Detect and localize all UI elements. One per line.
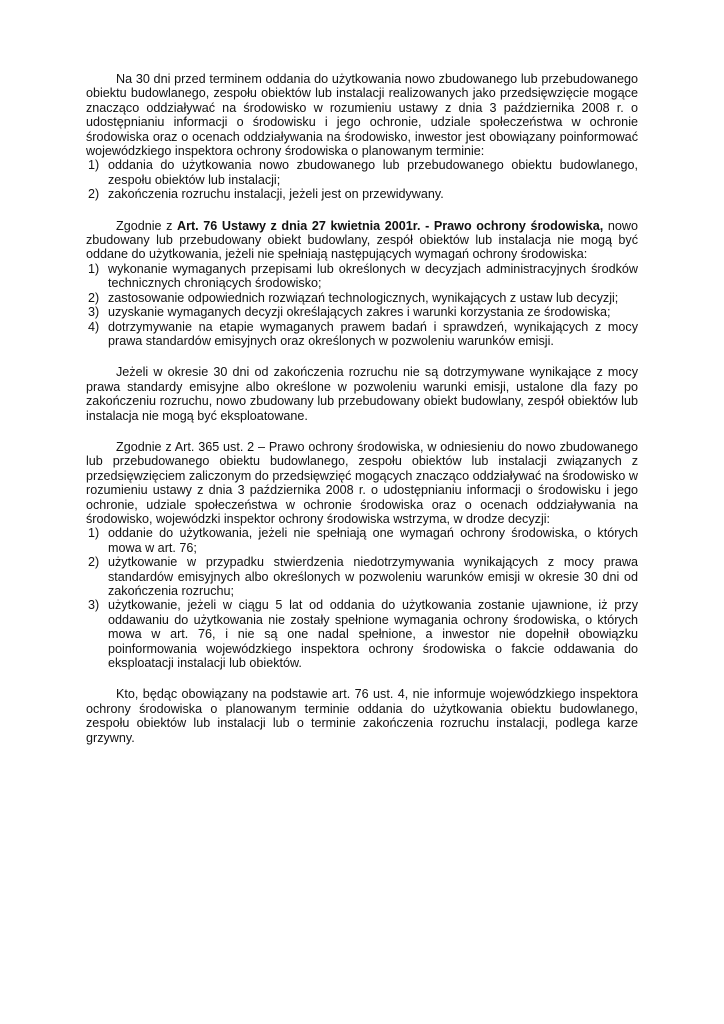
- art-76-reference: Art. 76 Ustawy z dnia 27 kwietnia 2001r. - Prawo ochrony środowiska,: [176, 218, 604, 233]
- list-number: 2): [88, 187, 100, 202]
- list-number: 3): [88, 305, 100, 320]
- paragraph-art-365: Zgodnie z Art. 365 ust. 2 – Prawo ochrony środowiska, w odniesieniu do nowo zbudowanego lub przebudowanego obiektu budowlanego, zespołu obiektów lub instalacji związanych z przedsięwzięciem zaliczonym do przedsięwzięć mogących znacząco oddziaływać na środowisko w rozumieniu ustawy z dnia 3 października 2008 r. o udostępnianiu informacji o środowisku i jego ochronie, udziale społeczeństwa w ochronie środowiska oraz o ocenach oddziaływania na środowisko, wojewódzki inspektor ochrony środowiska wstrzyma, w drodze decyzji:: [86, 439, 638, 526]
- list-number: 3): [88, 598, 100, 613]
- list-item: [86, 158, 638, 187]
- list-environmental-requirements: [86, 262, 638, 348]
- list-number: 4): [88, 319, 100, 334]
- art-76-text: nowo zbudowany lub przebudowany obiekt budowlany, zespół obiektów lub instalacja nie mogą być oddane do użytkowania, jeżeli nie spełniają następujących wymagań ochrony środowiska:: [86, 218, 638, 262]
- list-item: [86, 598, 638, 670]
- list-item-text: uzyskanie wymaganych decyzji określających zakres i warunki korzystania ze środowiska;: [108, 305, 611, 320]
- list-item-text: zakończenia rozruchu instalacji, jeżeli jest on przewidywany.: [108, 187, 444, 202]
- list-item-text: użytkowanie w przypadku stwierdzenia niedotrzymywania wynikających z mocy prawa standardów emisyjnych albo określonych w pozwoleniu warunków emisji w okresie 30 dni od zakończenia rozruchu;: [108, 555, 638, 598]
- list-number: 2): [88, 555, 100, 570]
- paragraph-emission-standards: Jeżeli w okresie 30 dni od zakończenia rozruchu nie są dotrzymywane wynikające z mocy prawa standardy emisyjne albo określone w pozwoleniu warunki emisji, ustalone dla fazy po zakończeniu rozruchu, nowo zbudowany lub przebudowany obiekt budowlany, zespół obiektów lub instalacja nie mogą być eksploatowane.: [86, 365, 638, 423]
- list-item-text: wykonanie wymaganych przepisami lub określonych w decyzjach administracyjnych środków technicznych chroniących środowisko;: [108, 261, 638, 291]
- list-item-text: oddania do użytkowania nowo zbudowanego lub przebudowanego obiektu budowlanego, zespołu obiektów lub instalacji;: [108, 158, 638, 187]
- list-item-text: oddanie do użytkowania, jeżeli nie spełniają one wymagań ochrony środowiska, o których mowa w art. 76;: [108, 526, 638, 555]
- list-item: [86, 187, 638, 201]
- list-number: 1): [88, 261, 100, 276]
- paragraph-penalty: Kto, będąc obowiązany na podstawie art. 76 ust. 4, nie informuje wojewódzkiego inspektora ochrony środowiska o planowanym terminie oddania do użytkowania obiektu budowlanego, zespołu obiektów lub instalacji lub o terminie zakończenia rozruchu instalacji, podlega karze grzywny.: [86, 687, 638, 745]
- list-item: [86, 320, 638, 349]
- list-item-text: dotrzymywanie na etapie wymaganych prawem badań i sprawdzeń, wynikających z mocy prawa standardów emisyjnych oraz określonych w pozwoleniu warunków emisji.: [108, 319, 638, 348]
- list-item: [86, 555, 638, 598]
- list-item: [86, 291, 638, 305]
- document-page: [86, 72, 638, 762]
- art-76-intro: Zgodnie z: [116, 218, 177, 233]
- list-number: 2): [88, 290, 100, 305]
- paragraph-art-76: [86, 219, 638, 262]
- list-item: [86, 305, 638, 319]
- list-item-text: użytkowanie, jeżeli w ciągu 5 lat od oddania do użytkowania zostanie ujawnione, iż przy oddawaniu do użytkowania nie zostały spełnione wymagania ochrony środowiska, o których mowa w art. 76, i nie są one nadal spełnione, a inwestor nie dopełnił obowiązku poinformowania wojewódzkiego inspektora ochrony środowiska o fakcie oddawania do eksploatacji instalacji lub obiektów.: [108, 598, 638, 671]
- paragraph-notification-obligation: Na 30 dni przed terminem oddania do użytkowania nowo zbudowanego lub przebudowanego obiektu budowlanego, zespołu obiektów lub instalacji realizowanych jako przedsięwzięcie mogące znacząco oddziaływać na środowisko w rozumieniu ustawy z dnia 3 października 2008 r. o udostępnianiu informacji o środowisku i jego ochronie, udziale społeczeństwa w ochronie środowiska oraz o ocenach oddziaływania na środowisko, inwestor jest obowiązany poinformować wojewódzkiego inspektora ochrony środowiska o planowanym terminie:: [86, 72, 638, 159]
- list-notification-dates: [86, 158, 638, 201]
- list-inspector-decisions: [86, 526, 638, 670]
- list-item-text: zastosowanie odpowiednich rozwiązań technologicznych, wynikających z ustaw lub decyzji;: [108, 290, 619, 305]
- list-item: [86, 526, 638, 555]
- list-number: 1): [88, 158, 100, 173]
- list-item: [86, 262, 638, 291]
- list-number: 1): [88, 526, 100, 541]
